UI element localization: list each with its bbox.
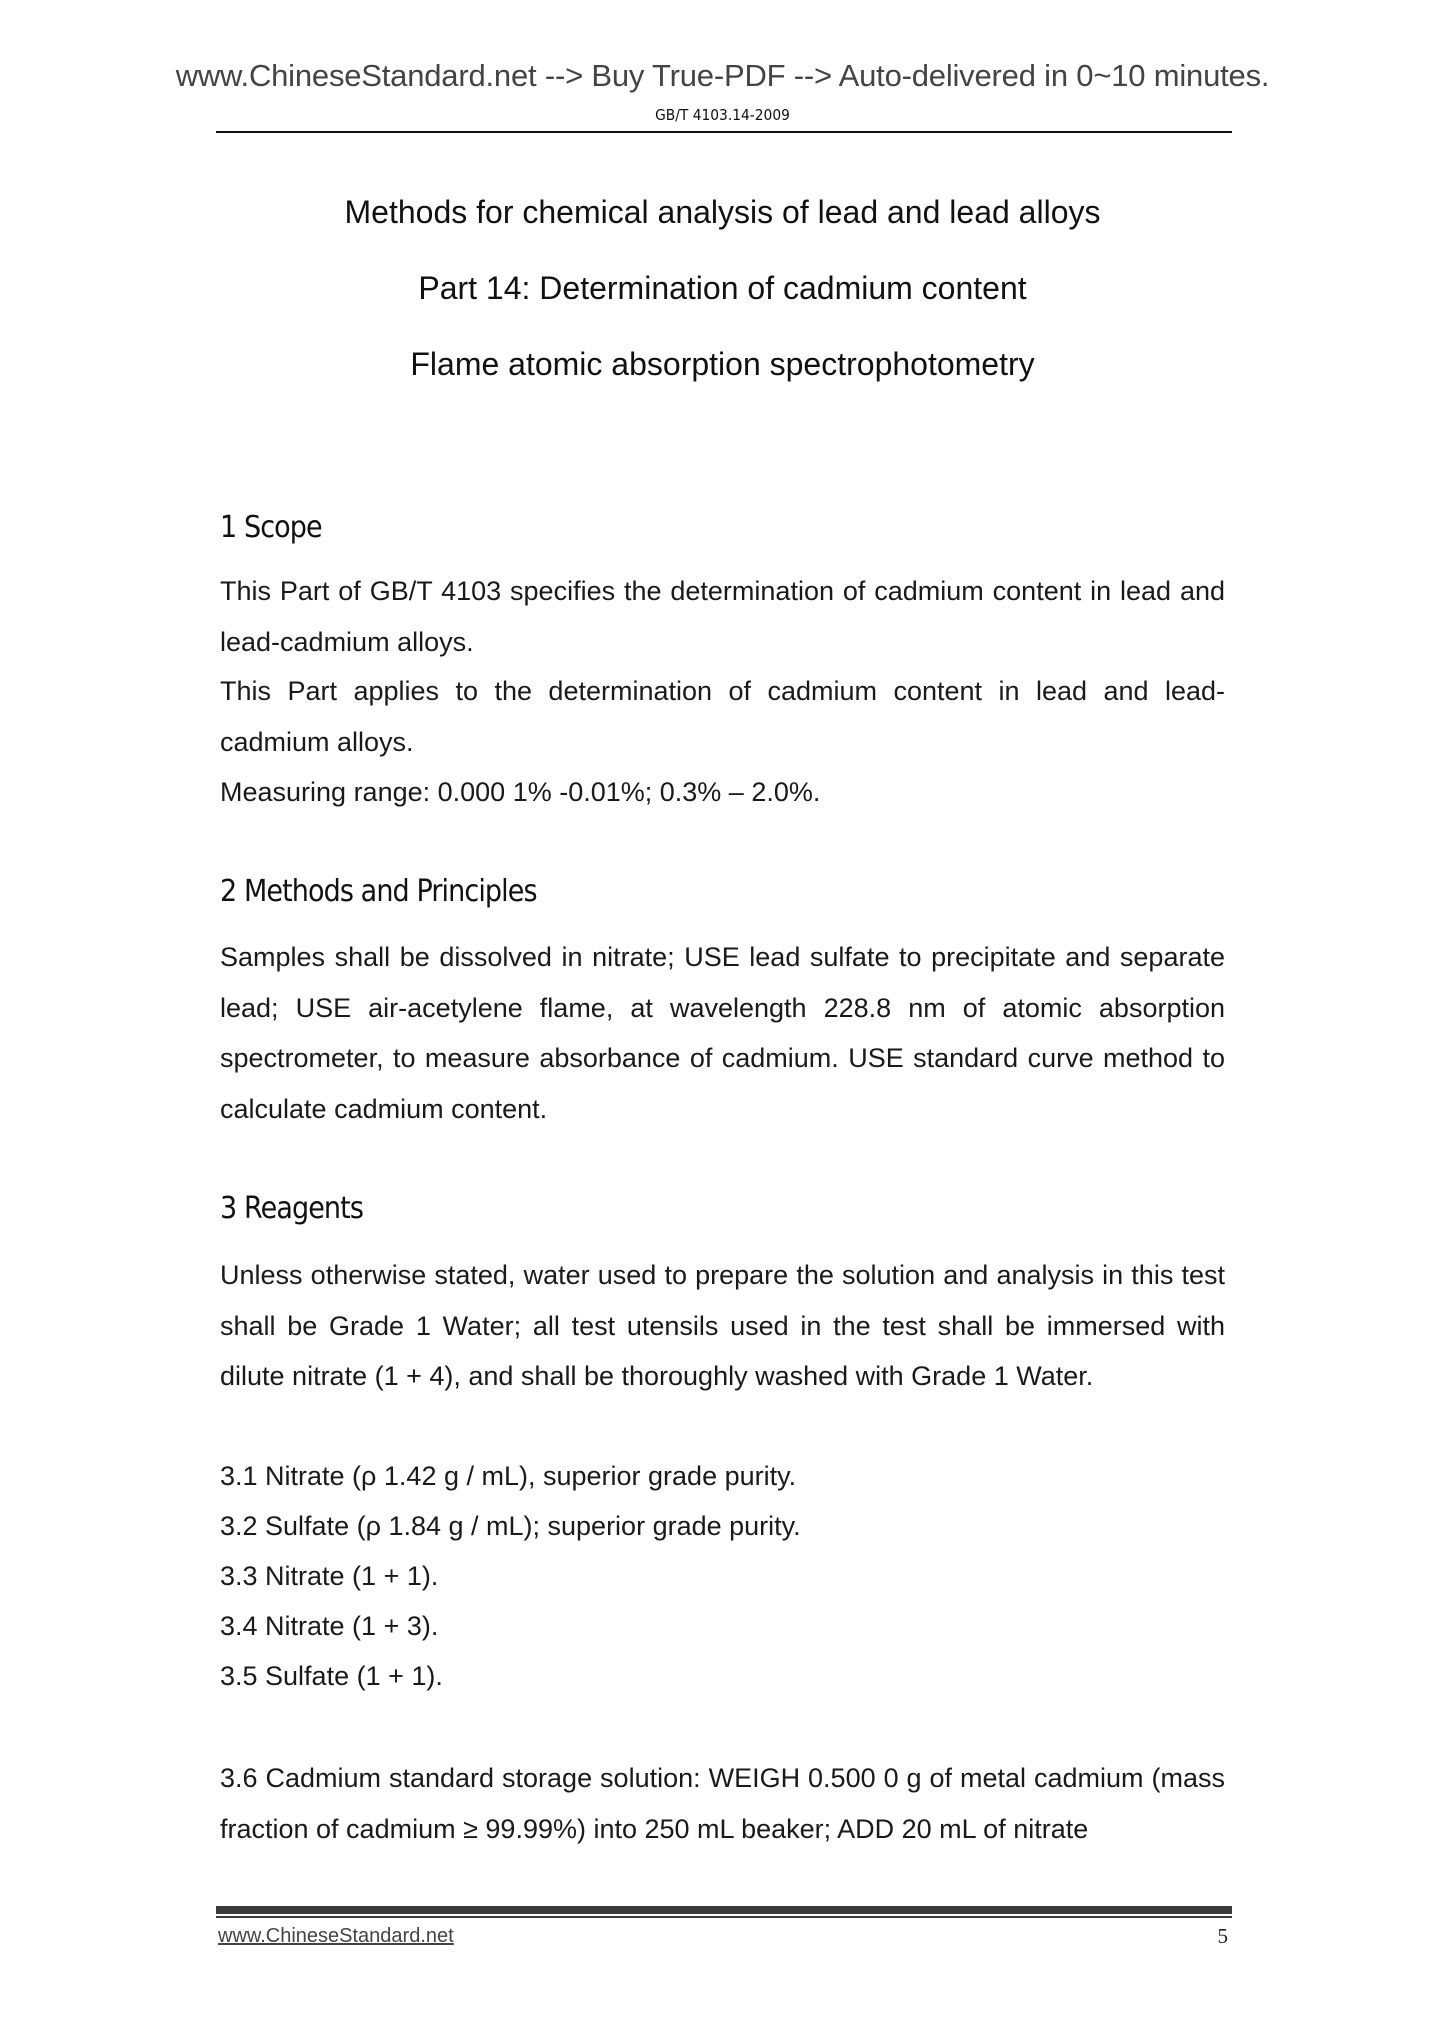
document-part-title: Part 14: Determination of cadmium content — [418, 270, 1027, 306]
reagent-item: 3.4 Nitrate (1 + 3). — [220, 1611, 439, 1641]
reagent-item: 3.3 Nitrate (1 + 1). — [220, 1561, 439, 1591]
section-heading-reagents: 3 Reagents — [220, 1191, 363, 1226]
scope-paragraph-2: This Part applies to the determination of cadmium content in lead and lead-cadmium alloys. — [220, 676, 1225, 757]
page-number: 5 — [1217, 1924, 1228, 1948]
reagent-item-3-6: 3.6 Cadmium standard storage solution: WEIGH 0.500 0 g of metal cadmium (mass fraction of cadmium ≥ 99.99%) into 250 mL beaker; ADD 20 mL of nitrate — [220, 1763, 1225, 1844]
footer-divider-thin — [216, 1916, 1232, 1918]
promo-banner: www.ChineseStandard.net --> Buy True-PDF --> Auto-delivered in 0~10 minutes. — [175, 58, 1270, 93]
footer-divider-thick — [216, 1906, 1232, 1914]
scope-paragraph-1: This Part of GB/T 4103 specifies the determination of cadmium content in lead and lead-cadmium alloys. — [220, 576, 1225, 657]
document-title: Methods for chemical analysis of lead and lead alloys — [344, 194, 1101, 230]
section-heading-scope: 1 Scope — [220, 510, 322, 545]
footer-website-link[interactable]: www.ChineseStandard.net — [218, 1925, 454, 1947]
scope-measuring-range: Measuring range: 0.000 1% -0.01%; 0.3% – 2.0%. — [220, 777, 821, 807]
reagent-item: 3.1 Nitrate (ρ 1.42 g / mL), superior grade purity. — [220, 1461, 797, 1491]
document-method-title: Flame atomic absorption spectrophotometry — [410, 346, 1035, 382]
methods-paragraph: Samples shall be dissolved in nitrate; USE lead sulfate to precipitate and separate lead; USE air-acetylene flame, at wavelength 228.8 nm of atomic absorption spectrometer, to measure absorbance of cadmium. USE standard curve method to calculate cadmium content. — [220, 942, 1225, 1124]
section-heading-methods: 2 Methods and Principles — [220, 874, 537, 909]
reagent-item: 3.2 Sulfate (ρ 1.84 g / mL); superior grade purity. — [220, 1511, 801, 1541]
reagent-item: 3.5 Sulfate (1 + 1). — [220, 1661, 443, 1691]
document-code: GB/T 4103.14-2009 — [655, 106, 790, 124]
reagents-intro: Unless otherwise stated, water used to prepare the solution and analysis in this test shall be Grade 1 Water; all test utensils used in the test shall be immersed with dilute nitrate (1 + 4), and shall be thoroughly washed with Grade 1 Water. — [220, 1260, 1225, 1391]
header-divider — [216, 131, 1232, 133]
